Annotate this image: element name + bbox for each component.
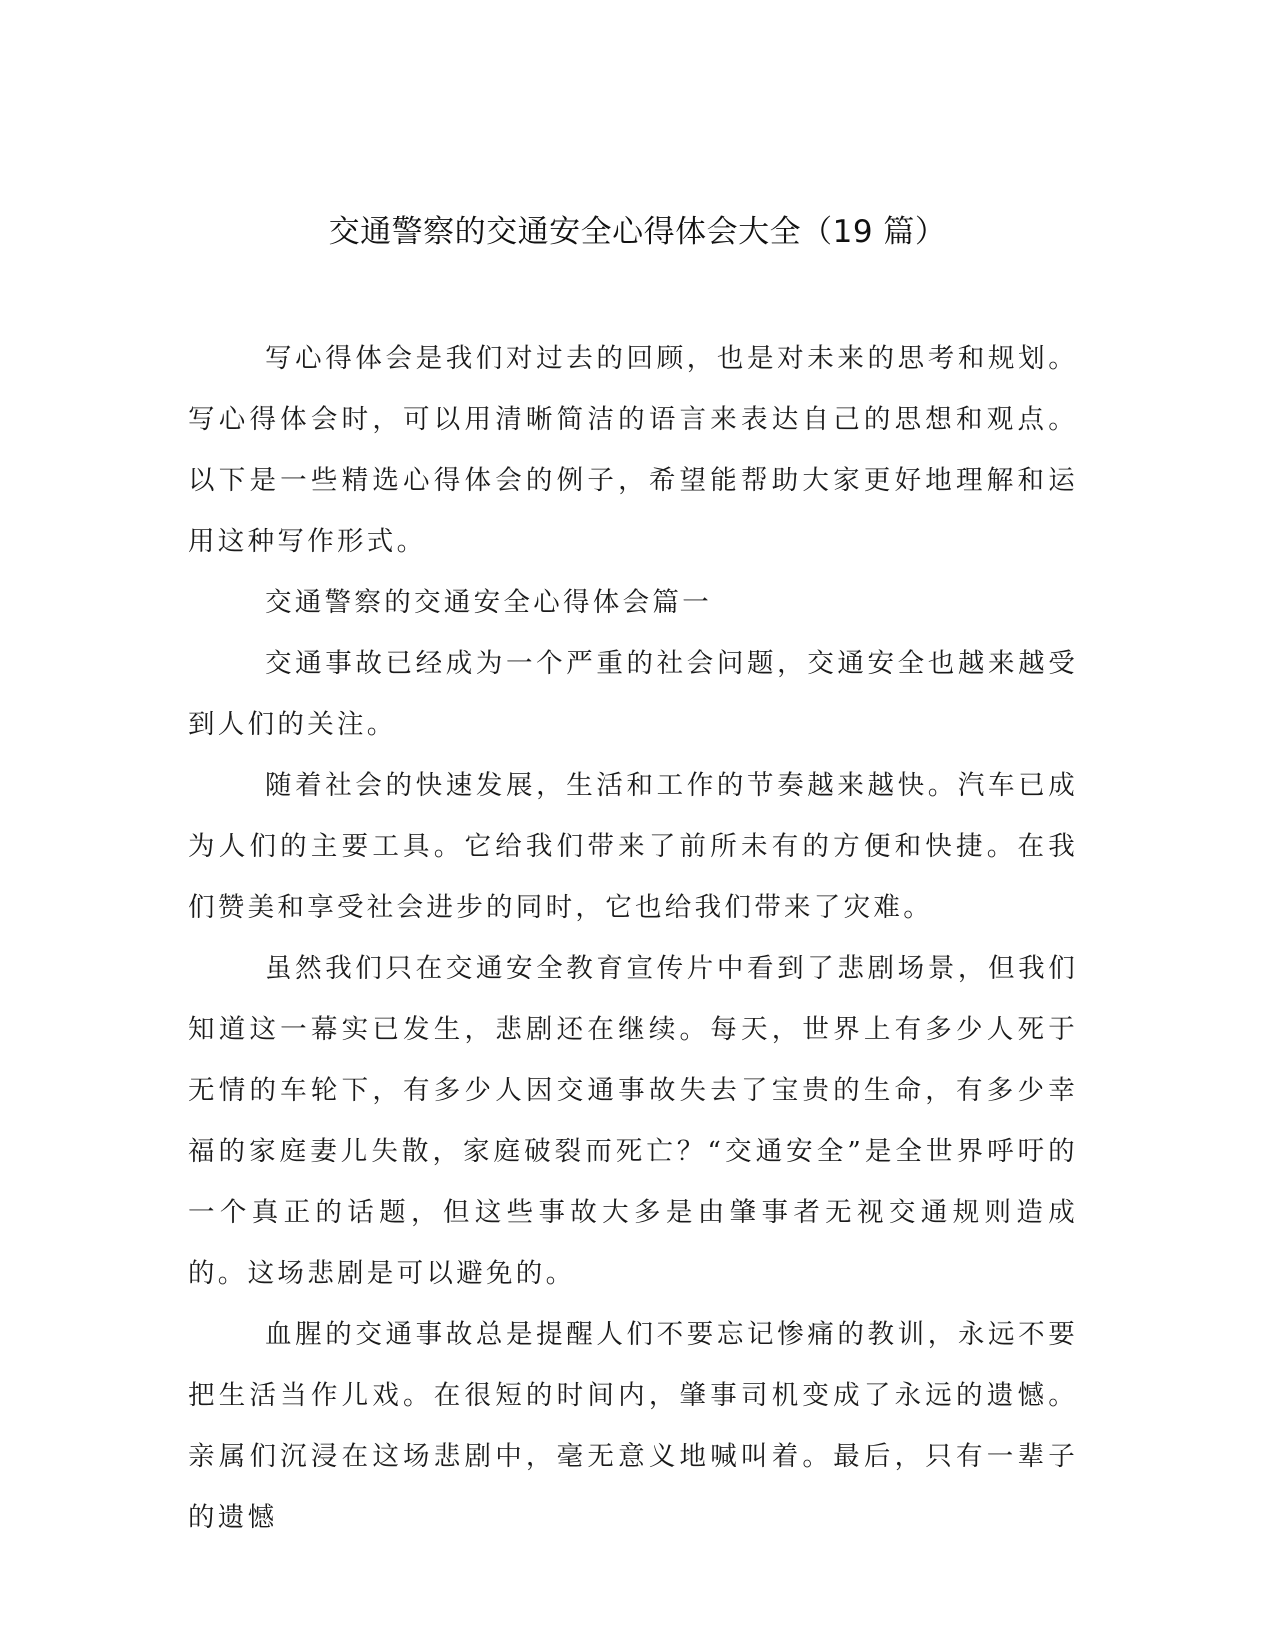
document-title: 交通警察的交通安全心得体会大全（19 篇） [328, 214, 947, 250]
body-paragraph: 交通事故已经成为一个严重的社会问题，交通安全也越来越受到人们的关注。 [188, 648, 1078, 740]
intro-paragraph: 写心得体会是我们对过去的回顾，也是对未来的思考和规划。写心得体会时，可以用清晰简洁的语言来表达自己的思想和观点。以下是一些精选心得体会的例子，希望能帮助大家更好地理解和运用这种写作形式。 [188, 343, 1078, 557]
body-paragraph: 随着社会的快速发展，生活和工作的节奏越来越快。汽车已成为人们的主要工具。它给我们带来了前所未有的方便和快捷。在我们赞美和享受社会进步的同时，它也给我们带来了灾难。 [188, 770, 1078, 923]
document-body [188, 328, 1078, 1548]
section-heading: 交通警察的交通安全心得体会篇一 [265, 587, 712, 618]
body-paragraph: 血腥的交通事故总是提醒人们不要忘记惨痛的教训，永远不要把生活当作儿戏。在很短的时间内，肇事司机变成了永远的遗憾。亲属们沉浸在这场悲剧中，毫无意义地喊叫着。最后，只有一辈子的遗憾 [188, 1319, 1078, 1533]
body-paragraph: 虽然我们只在交通安全教育宣传片中看到了悲剧场景，但我们知道这一幕实已发生，悲剧还在继续。每天，世界上有多少人死于无情的车轮下，有多少人因交通事故失去了宝贵的生命，有多少幸福的家庭妻儿失散，家庭破裂而死亡？“交通安全”是全世界呼吁的一个真正的话题，但这些事故大多是由肇事者无视交通规则造成的。这场悲剧是可以避免的。 [188, 953, 1078, 1289]
